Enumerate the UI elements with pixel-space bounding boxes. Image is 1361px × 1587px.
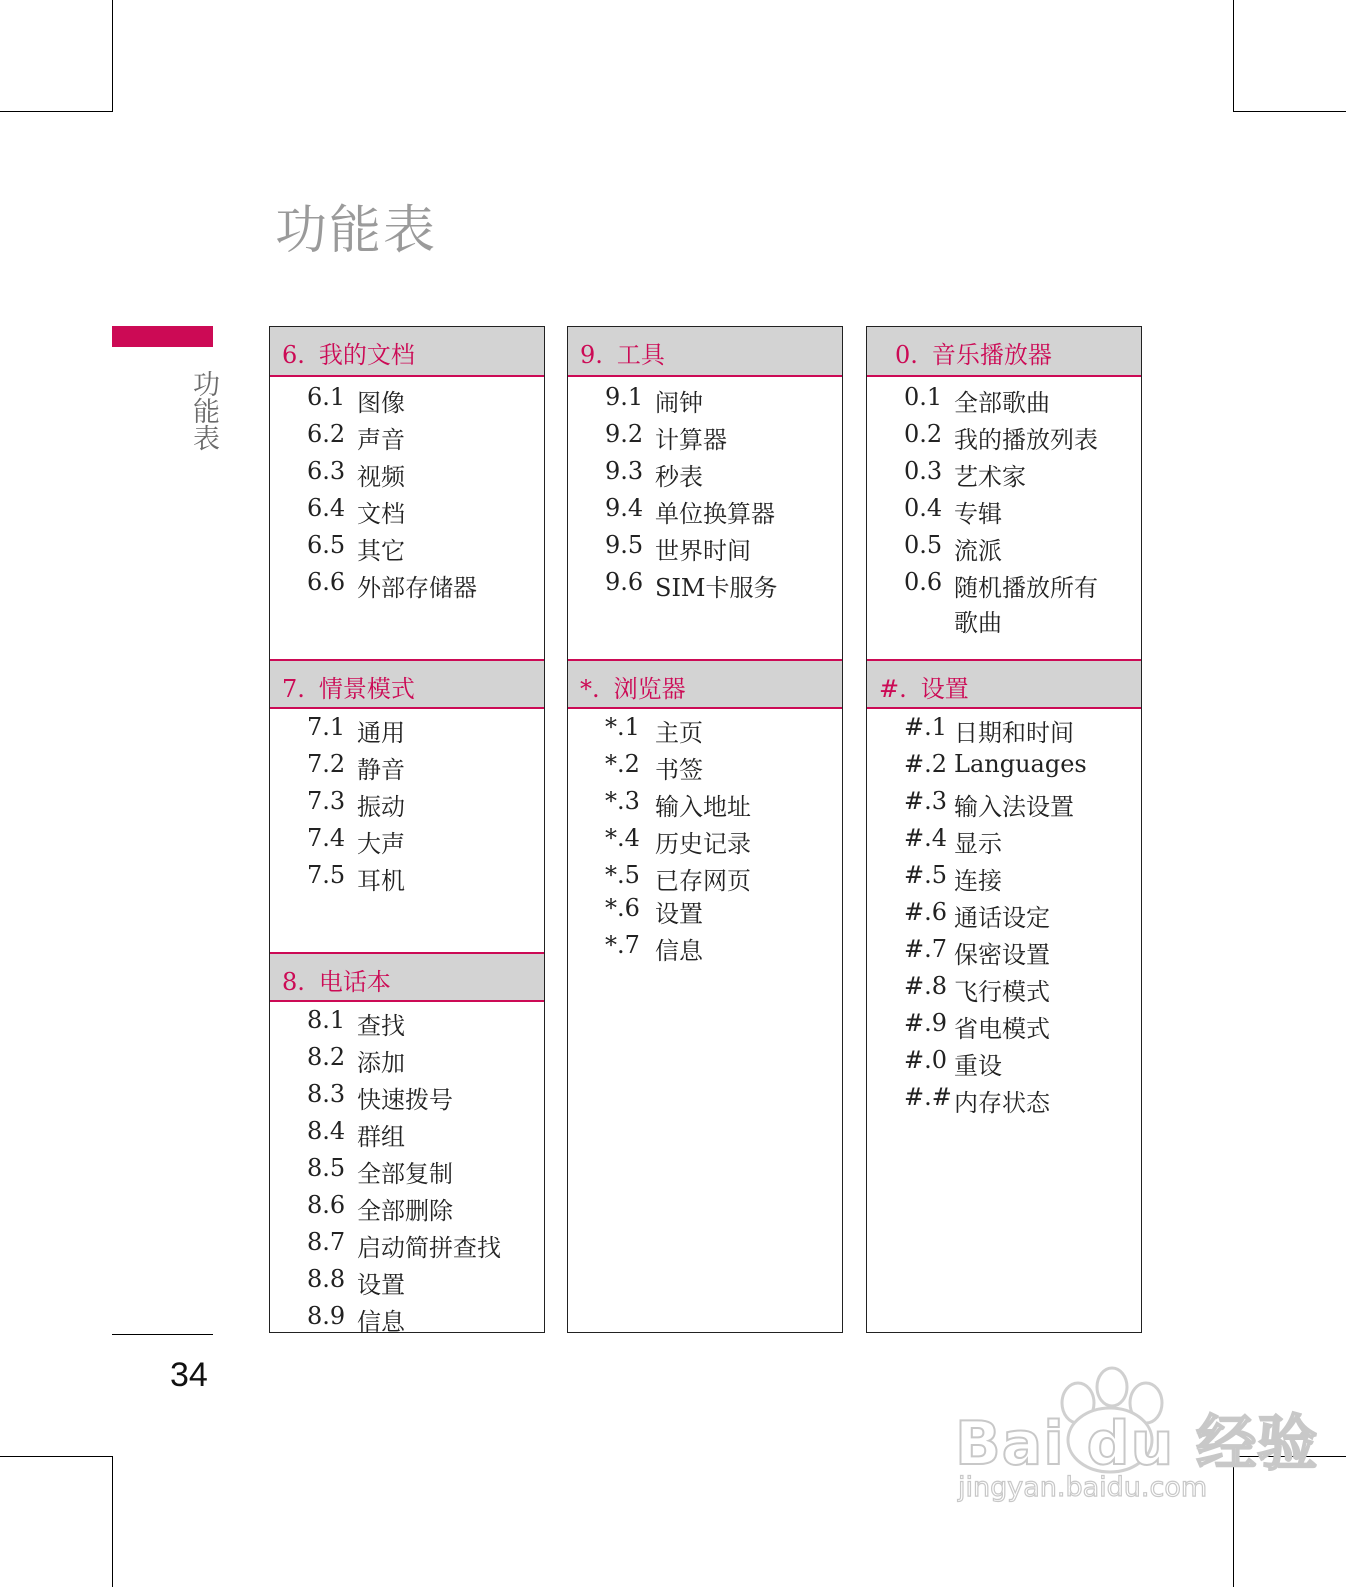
menu-item [904,898,1050,933]
section-number: #. [879,675,907,703]
item-label: 振动 [357,793,405,821]
section-header [270,952,544,1002]
menu-column-1 [269,326,545,1336]
item-number: 0.5 [904,531,943,559]
menu-item [307,1302,405,1337]
menu-item [307,420,405,455]
item-label: 通话设定 [954,904,1050,932]
item-label: 信息 [655,937,703,965]
page-number: 34 [170,1356,208,1394]
crop-mark [1233,111,1346,112]
item-number: 7.5 [307,861,346,889]
page-title: 功能表 [275,201,438,261]
item-number: #.2 [904,750,948,778]
item-label: 群组 [357,1123,405,1151]
menu-item [904,861,1002,896]
menu-item [307,1154,453,1189]
item-number: 0.3 [904,457,943,485]
menu-item [307,1117,405,1152]
item-label: 设置 [655,900,703,928]
item-label: 大声 [357,830,405,858]
menu-item [904,824,1002,859]
section-title: 我的文档 [318,341,415,369]
item-number: *.2 [605,750,640,778]
item-number: *.4 [605,824,640,852]
item-label: 飞行模式 [954,978,1050,1006]
item-number: 6.1 [307,383,346,411]
item-label: 静音 [357,756,405,784]
watermark-brand: Bai du 经验 [955,1409,1319,1479]
section-title: 工具 [616,341,665,369]
item-number: *.3 [605,787,640,815]
item-number: #.4 [904,824,948,852]
menu-item [307,861,405,896]
menu-section [270,659,544,895]
menu-item [904,1046,1002,1081]
item-number: 8.4 [307,1117,346,1145]
item-label: 书签 [655,756,703,784]
item-number: 9.6 [605,568,644,596]
item-number: 6.6 [307,568,346,596]
item-label: 我的播放列表 [954,426,1098,454]
menu-section [568,659,842,965]
item-label: 设置 [357,1271,405,1299]
menu-item [307,1265,405,1300]
item-label: 图像 [357,389,405,417]
menu-item [307,787,405,822]
item-label: 启动简拼查找 [357,1234,501,1262]
item-number: #.3 [904,787,948,815]
menu-item [605,861,751,896]
section-title: 设置 [920,675,969,703]
item-label: 主页 [655,719,703,747]
item-number: #.6 [904,898,948,926]
item-label: 保密设置 [954,941,1050,969]
item-number: #.7 [904,935,948,963]
menu-item [307,1006,405,1041]
item-number: #.1 [904,713,948,741]
item-number: 9.1 [605,383,644,411]
item-number: 6.3 [307,457,346,485]
crop-mark [0,111,113,112]
item-number: 8.1 [307,1006,346,1034]
item-label: 随机播放所有 [954,574,1098,602]
item-label: 专辑 [954,500,1002,528]
item-label: SIM卡服务 [655,574,778,602]
menu-item [307,1080,453,1115]
menu-item [904,1009,1050,1044]
menu-item [605,457,703,492]
crop-mark [0,1456,113,1457]
menu-item [307,383,405,418]
item-label: 单位换算器 [655,500,775,528]
section-header [867,659,1141,709]
item-number: *.7 [605,931,640,959]
item-number: 7.4 [307,824,346,852]
item-label: 通用 [357,719,405,747]
item-label: 省电模式 [954,1015,1050,1043]
menu-item [307,750,405,785]
menu-item [605,494,775,529]
menu-item [904,457,1026,492]
item-number: *.1 [605,713,640,741]
item-label: 全部复制 [357,1160,453,1188]
item-number: 0.6 [904,568,943,596]
menu-item [605,383,703,418]
item-number: 9.5 [605,531,644,559]
menu-item [307,568,477,603]
item-number: 8.7 [307,1228,346,1256]
menu-item [307,531,405,566]
item-number: #.0 [904,1046,948,1074]
section-title: 浏览器 [613,675,686,703]
section-header [270,659,544,709]
item-label: 重设 [954,1052,1002,1080]
menu-item [605,750,703,785]
menu-item [605,824,751,859]
menu-item [605,931,703,966]
item-label: 其它 [357,537,405,565]
watermark-url: jingyan.baidu.com [958,1472,1208,1503]
menu-item [605,568,778,603]
item-number: 8.8 [307,1265,346,1293]
item-label: 全部删除 [357,1197,453,1225]
menu-item [904,750,1087,778]
menu-item [904,383,1050,418]
item-label: 视频 [357,463,405,491]
item-label: 声音 [357,426,405,454]
menu-column-2 [567,326,843,1333]
section-header [568,327,842,377]
item-number: 8.3 [307,1080,346,1108]
menu-item [904,531,1002,566]
crop-mark [1233,0,1234,112]
item-label: 世界时间 [655,537,751,565]
item-number: 6.2 [307,420,346,448]
item-label: 输入法设置 [954,793,1074,821]
crop-mark [112,1456,113,1587]
section-number: 8. [282,968,305,996]
menu-item [904,568,1098,638]
item-label: 历史记录 [655,830,751,858]
item-label: 全部歌曲 [954,389,1050,417]
section-title: 情景模式 [318,675,415,703]
item-number: 8.2 [307,1043,346,1071]
item-label: 耳机 [357,867,405,895]
item-number: 9.2 [605,420,644,448]
side-label: 功能表 [188,370,219,451]
item-number: 8.5 [307,1154,346,1182]
section-number: 0. [895,341,918,369]
menu-section [270,952,544,1336]
item-label: 流派 [954,537,1002,565]
item-number: 9.3 [605,457,644,485]
item-label-line2: 歌曲 [954,609,1002,637]
item-label: 已存网页 [655,867,751,895]
item-label: 内存状态 [954,1089,1050,1117]
menu-item [307,713,405,748]
menu-item [307,1228,501,1263]
item-label: 计算器 [655,426,727,454]
item-label: 秒表 [655,463,703,491]
item-number: 8.6 [307,1191,346,1219]
item-number: *.5 [605,861,640,889]
item-label: Languages [954,750,1087,778]
footer-rule [112,1334,213,1335]
item-number: 6.4 [307,494,346,522]
menu-section [867,327,1141,637]
item-number: 8.9 [307,1302,346,1330]
menu-item [904,972,1050,1007]
menu-item [605,787,751,822]
menu-item [904,713,1074,748]
menu-section [270,327,544,602]
item-label: 输入地址 [655,793,751,821]
section-number: *. [580,675,600,703]
item-label: 信息 [357,1308,405,1336]
item-number: 7.1 [307,713,346,741]
menu-item [904,420,1098,455]
item-number: 7.2 [307,750,346,778]
item-number: 6.5 [307,531,346,559]
menu-item [904,787,1074,822]
item-number: #.8 [904,972,948,1000]
item-number: #.9 [904,1009,948,1037]
item-label: 闹钟 [655,389,703,417]
item-label: 快速拨号 [357,1086,453,1114]
item-number: 0.2 [904,420,943,448]
section-header [568,659,842,709]
menu-item [307,457,405,492]
item-number: 0.1 [904,383,943,411]
section-title: 电话本 [318,968,391,996]
menu-item [307,824,405,859]
item-label: 艺术家 [954,463,1026,491]
menu-section [867,659,1141,1117]
menu-item [904,494,1002,529]
menu-section [568,327,842,602]
menu-column-3 [866,326,1142,1333]
menu-item [307,1191,453,1226]
item-number: *.6 [605,894,640,922]
item-number: 7.3 [307,787,346,815]
menu-item [605,894,703,929]
item-label: 日期和时间 [954,719,1074,747]
item-number: 9.4 [605,494,644,522]
item-label: 添加 [357,1049,405,1077]
menu-item [605,420,727,455]
section-title: 音乐播放器 [931,341,1052,369]
section-header [270,327,544,377]
menu-item [605,531,751,566]
section-number: 7. [282,675,305,703]
menu-item [605,713,703,748]
section-header [867,327,1141,377]
item-label: 外部存储器 [357,574,477,602]
item-label: 文档 [357,500,405,528]
crop-mark [112,0,113,112]
menu-item [904,935,1050,970]
item-number: 0.4 [904,494,943,522]
item-label: 显示 [954,830,1002,858]
item-label: 查找 [357,1012,405,1040]
item-number: #.5 [904,861,948,889]
section-number: 9. [580,341,603,369]
item-number: #.# [904,1083,952,1111]
menu-item [307,494,405,529]
menu-item [307,1043,405,1078]
section-number: 6. [282,341,305,369]
side-tab-marker [112,326,213,347]
menu-item [904,1083,1050,1118]
item-label: 连接 [954,867,1002,895]
